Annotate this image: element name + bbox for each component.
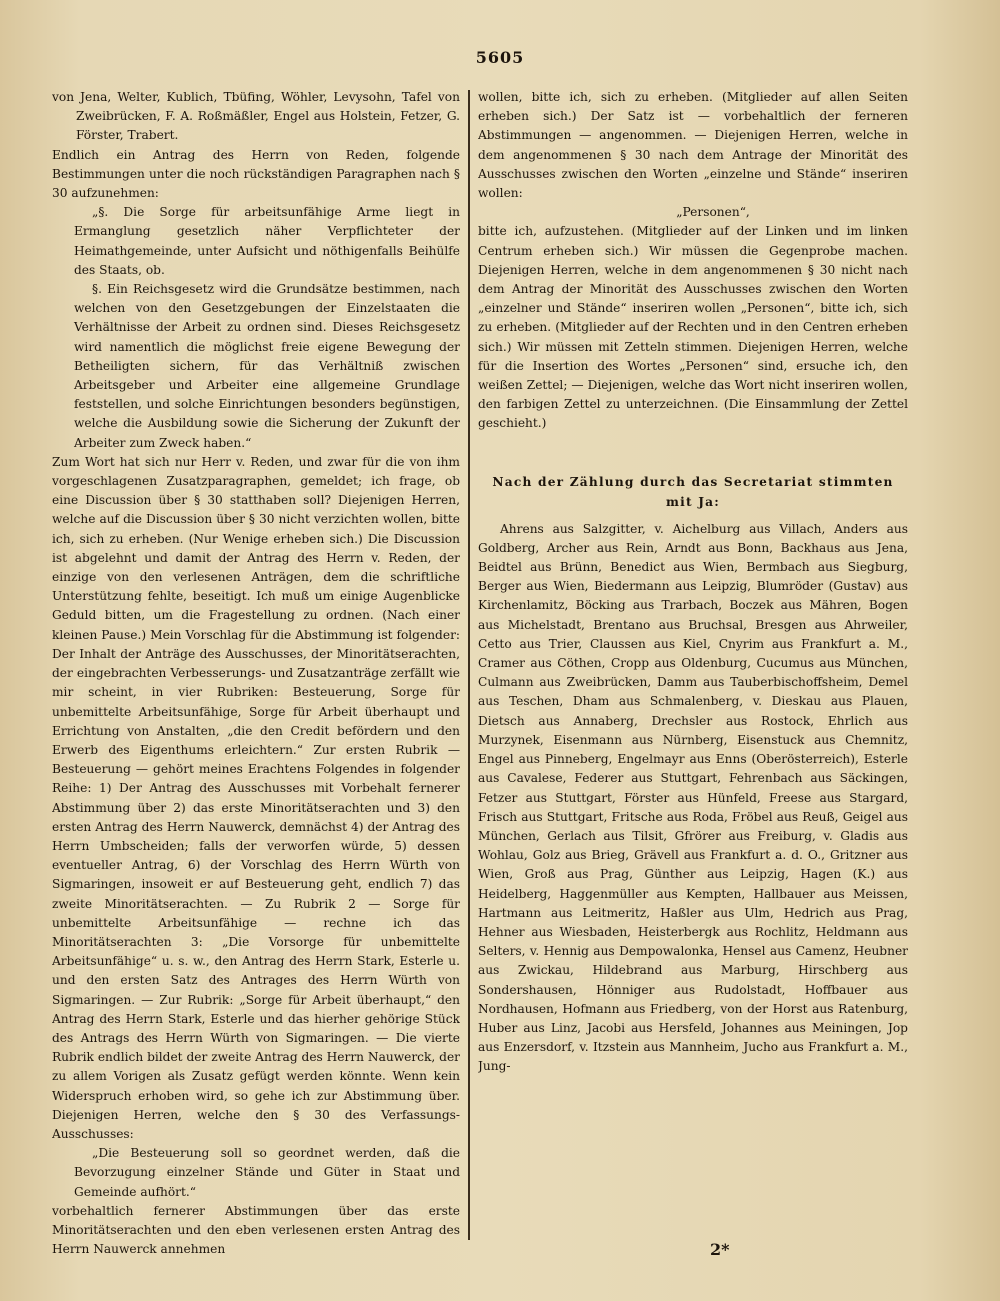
quoted-paragraph: „§. Die Sorge für arbeitsunfähige Arme liegt in Ermanglung gesetzlich näher Verpflichteter der Heimathgemeinde, unter Aufsicht und nöthigenfalls Beihülfe des Staats, ob. [74,205,460,277]
paragraph: wollen, bitte ich, sich zu erheben. (Mitglieder auf allen Seiten erheben sich.) Der Satz ist — vorbehaltlich der ferneren Abstimmungen — angenommen. — Diejenigen Herren, welche in dem angenommenen § 30 nach dem Antrage der Minorität des Ausschusses zwischen den Worten „einzelne und Stände“ inseriren wollen: [478,90,908,201]
quoted-paragraph: „Die Besteuerung soll so geordnet werden, daß die Bevorzugung einzelner Stände und Güter in Staat und Gemeinde aufhört.“ [74,1146,460,1199]
printer-signature: 2* [710,1240,730,1259]
left-column [52,88,460,1258]
centered-word: „Personen“, [676,205,750,220]
right-column [478,88,908,1218]
paragraph: bitte ich, aufzustehen. (Mitglieder auf der Linken und im linken Centrum erheben sich.) Wir müssen die Gegenprobe machen. Diejenigen Herren, welche in dem angenommenen § 30 nicht nach dem Antrag der Minorität des Ausschusses zwischen den Worten „einzelner und Stände“ inseriren wollen „Personen“, bitte ich, sich zu erheben. (Mitglieder auf der Rechten und in den Centren erheben sich.) Wir müssen mit Zetteln stimmen. Diejenigen Herren, welche für die Insertion des Wortes „Personen“ sind, ersuche ich, den weißen Zettel; — Diejenigen, welche das Wort nicht inseriren wollen, den farbigen Zettel zu unterzeichnen. (Die Einsammlung der Zettel geschieht.) [478,224,908,431]
quoted-paragraph: §. Ein Reichsgesetz wird die Grundsätze bestimmen, nach welchen von den Gesetzgebungen der Einzelstaaten die Verhältnisse der Arbeit zu ordnen sind. Dieses Reichsgesetz wird namentlich die möglichst freie eigene Bewegung der Betheiligten sichern, für das Verhältniß zwischen Arbeitsgeber und Arbeiter eine allgemeine Grundlage feststellen, und solche Einrichtungen besonders begünstigen, welche die Ausbildung sowie die Sicherung der Zukunft der Arbeiter zum Zweck haben.“ [74,282,460,450]
section-heading: Nach der Zählung durch das Secretariat stimmten mit Ja: [492,474,894,509]
paragraph: von Jena, Welter, Kublich, Tbüfing, Wöhler, Levysohn, Tafel von Zweibrücken, F. A. Roßmäßler, Engel aus Holstein, Fetzer, G. Förster, Trabert. [52,90,460,143]
name-list-paragraph: Ahrens aus Salzgitter, v. Aichelburg aus Villach, Anders aus Goldberg, Archer aus Rein, Arndt aus Bonn, Backhaus aus Jena, Beidtel aus Brünn, Benedict aus Wien, Bermbach aus Siegburg, Berger aus Wien, Biedermann aus Leipzig, Blumröder (Gustav) aus Kirchenlamitz, Böcking aus Trarbach, Boczek aus Mähren, Bogen aus Michelstadt, Brentano aus Bruchsal, Bresgen aus Ahrweiler, Cetto aus Trier, Claussen aus Kiel, Cnyrim aus Frankfurt a. M., Cramer aus Cöthen, Cropp aus Oldenburg, Cucumus aus München, Culmann aus Zweibrücken, Damm aus Tauberbischoffsheim, Demel aus Teschen, Dham aus Schmalenberg, v. Dieskau aus Plauen, Dietsch aus Annaberg, Drechsler aus Rostock, Ehrlich aus Murzynek, Eisenmann aus Nürnberg, Eisenstuck aus Chemnitz, Engel aus Pinneberg, Engelmayr aus Enns (Oberösterreich), Esterle aus Cavalese, Federer aus Stuttgart, Fehrenbach aus Säckingen, Fetzer aus Stuttgart, Förster aus Hünfeld, Freese aus Stargard, Frisch aus Stuttgart, Fritsche aus Roda, Fröbel aus Reuß, Geigel aus München, Gerlach aus Tilsit, Gfrörer aus Freiburg, v. Gladis aus Wohlau, Golz aus Brieg, Grävell aus Frankfurt a. d. O., Gritzner aus Wien, Groß aus Prag, Günther aus Leipzig, Hagen (K.) aus Heidelberg, Haggenmüller aus Kempten, Hallbauer aus Meissen, Hartmann aus Leitmeritz, Haßler aus Ulm, Hedrich aus Prag, Hehner aus Wiesbaden, Heisterbergk aus Rochlitz, Heldmann aus Selters, v. Hennig aus Dempowalonka, Hensel aus Camenz, Heubner aus Zwickau, Hildebrand aus Marburg, Hirschberg aus Sondershausen, Hönniger aus Rudolstadt, Hoffbauer aus Nordhausen, Hofmann aus Friedberg, von der Horst aus Ratenburg, Huber aus Linz, Jacobi aus Hersfeld, Johannes aus Meiningen, Jop aus Enzersdorf, v. Itzstein aus Mannheim, Jucho aus Frankfurt a. M., Jung- [478,521,908,1074]
page-number: 5605 [475,48,525,67]
paragraph: Zum Wort hat sich nur Herr v. Reden, und zwar für die von ihm vorgeschlagenen Zusatzparagraphen, gemeldet; ich frage, ob eine Discussion über § 30 statthaben soll? Diejenigen Herren, welche auf die Discussion über § 30 nicht verzichten wollen, bitte ich, sich zu erheben. (Nur Wenige erheben sich.) Die Discussion ist abgelehnt und damit der Antrag des Herrn v. Reden, der einzige von den verlesenen Anträgen, dem die schriftliche Unterstützung fehlte, beseitigt. Ich muß um einige Augenblicke Geduld bitten, um die Fragestellung zu ordnen. (Nach einer kleinen Pause.) Mein Vorschlag für die Abstimmung ist folgender: Der Inhalt der Anträge des Ausschusses, der Minoritätserachten, der eingebrachten Verbesserungs- und Zusatzanträge zerfällt wie mir scheint, in vier Rubriken: Besteuerung, Sorge für unbemittelte Arbeitsunfähige, Sorge für Arbeit überhaupt und Errichtung von Anstalten, „die den Credit befördern und den Erwerb des Eigenthums erleichtern.“ Zur ersten Rubrik — Besteuerung — gehört meines Erachtens Folgendes in folgender Reihe: 1) Der Antrag des Ausschusses mit Vorbehalt fernerer Abstimmung über 2) das erste Minoritätserachten und 3) den ersten Antrag des Herrn Nauwerck, demnächst 4) der Antrag des Herrn Umbscheiden; falls der verworfen würde, 5) dessen eventueller Antrag, 6) der Vorschlag des Herrn Würth von Sigmaringen, insoweit er auf Besteuerung geht, endlich 7) das zweite Minoritätserachten. — Zu Rubrik 2 — Sorge für unbemittelte Arbeitsunfähige — rechne ich das Minoritätserachten 3: „Die Vorsorge für unbemittelte Arbeitsunfähige“ u. s. w., den Antrag des Herrn Stark, Esterle u. und den ersten Satz des Antrages des Herrn Würth von Sigmaringen. — Zur Rubrik: „Sorge für Arbeit überhaupt,“ den Antrag des Herrn Stark, Esterle und das hierher gehörige Stück des Antrags des Herrn Würth von Sigmaringen. — Die vierte Rubrik endlich bildet der zweite Antrag des Herrn Nauwerck, der zu allem Vorigen als Zusatz gefügt werden könnte. Wenn kein Widerspruch erhoben wird, so gehe ich zur Abstimmung über. Diejenigen Herren, welche den § 30 des Verfassungs-Ausschusses: [52,454,460,1141]
column-divider [468,90,470,1240]
paragraph: vorbehaltlich fernerer Abstimmungen über das erste Minoritätserachten und den eben verlesenen ersten Antrag des Herrn Nauwerck annehmen [52,1203,460,1257]
paragraph: Endlich ein Antrag des Herrn von Reden, folgende Bestimmungen unter die noch rückständigen Paragraphen nach § 30 aufzunehmen: [52,147,460,201]
